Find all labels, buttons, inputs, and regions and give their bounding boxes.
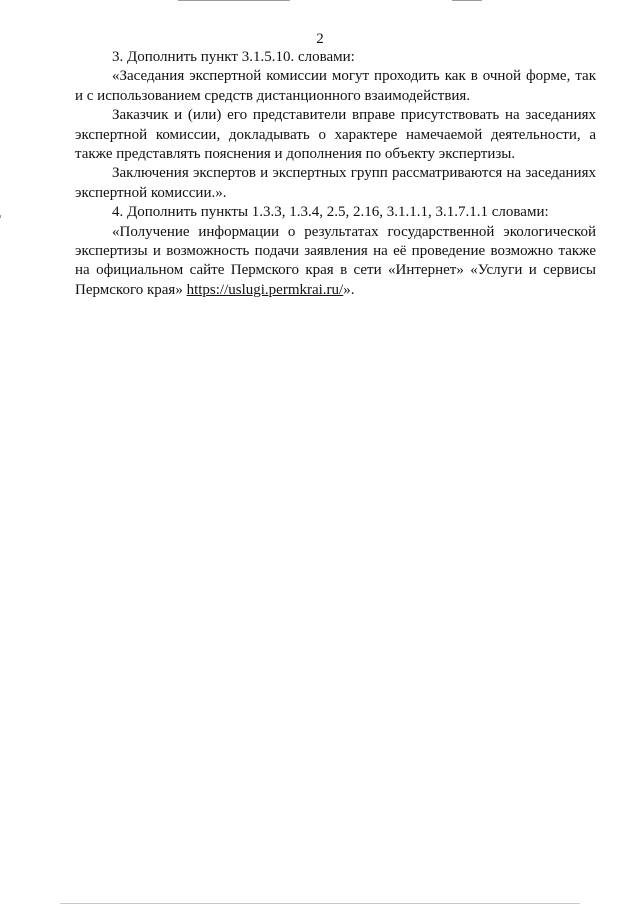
paragraph-expert-conclusions: Заключения экспертов и экспертных групп рассматриваются на заседаниях экспертной комиссии.». xyxy=(75,165,596,201)
left-scan-mark xyxy=(0,215,1,218)
online-info-closing: ». xyxy=(343,281,355,298)
document-body xyxy=(75,48,596,300)
top-scan-mark-left xyxy=(178,0,290,1)
uslugi-link[interactable]: https://uslugi.permkrai.ru/ xyxy=(186,281,344,298)
page-number: 2 xyxy=(316,31,324,47)
top-scan-mark-right xyxy=(452,0,482,1)
paragraph-amend-3: 3. Дополнить пункт 3.1.5.10. словами: xyxy=(112,49,355,65)
online-info-text: «Получение информации о результатах государственной экологической экспертизы и возможность подачи заявления на её проведение возможно также на официальном сайте Пермского края в сети «Интернет» «Услуги и сервисы Пермского края» xyxy=(75,223,596,298)
bottom-scan-mark xyxy=(60,903,580,904)
paragraph-customer-rights: Заказчик и (или) его представители вправе присутствовать на заседаниях экспертной комиссии, докладывать о характере намечаемой деятельности, а также представлять пояснения и дополнения по объекту экспертизы. xyxy=(75,107,596,163)
paragraph-amend-4: 4. Дополнить пункты 1.3.3, 1.3.4, 2.5, 2.16, 3.1.1.1, 3.1.7.1.1 словами: xyxy=(112,204,549,221)
paragraph-online-info xyxy=(75,223,596,301)
paragraph-meeting-format: «Заседания экспертной комиссии могут проходить как в очной форме, так и с использованием средств дистанционного взаимодействия. xyxy=(75,68,596,104)
